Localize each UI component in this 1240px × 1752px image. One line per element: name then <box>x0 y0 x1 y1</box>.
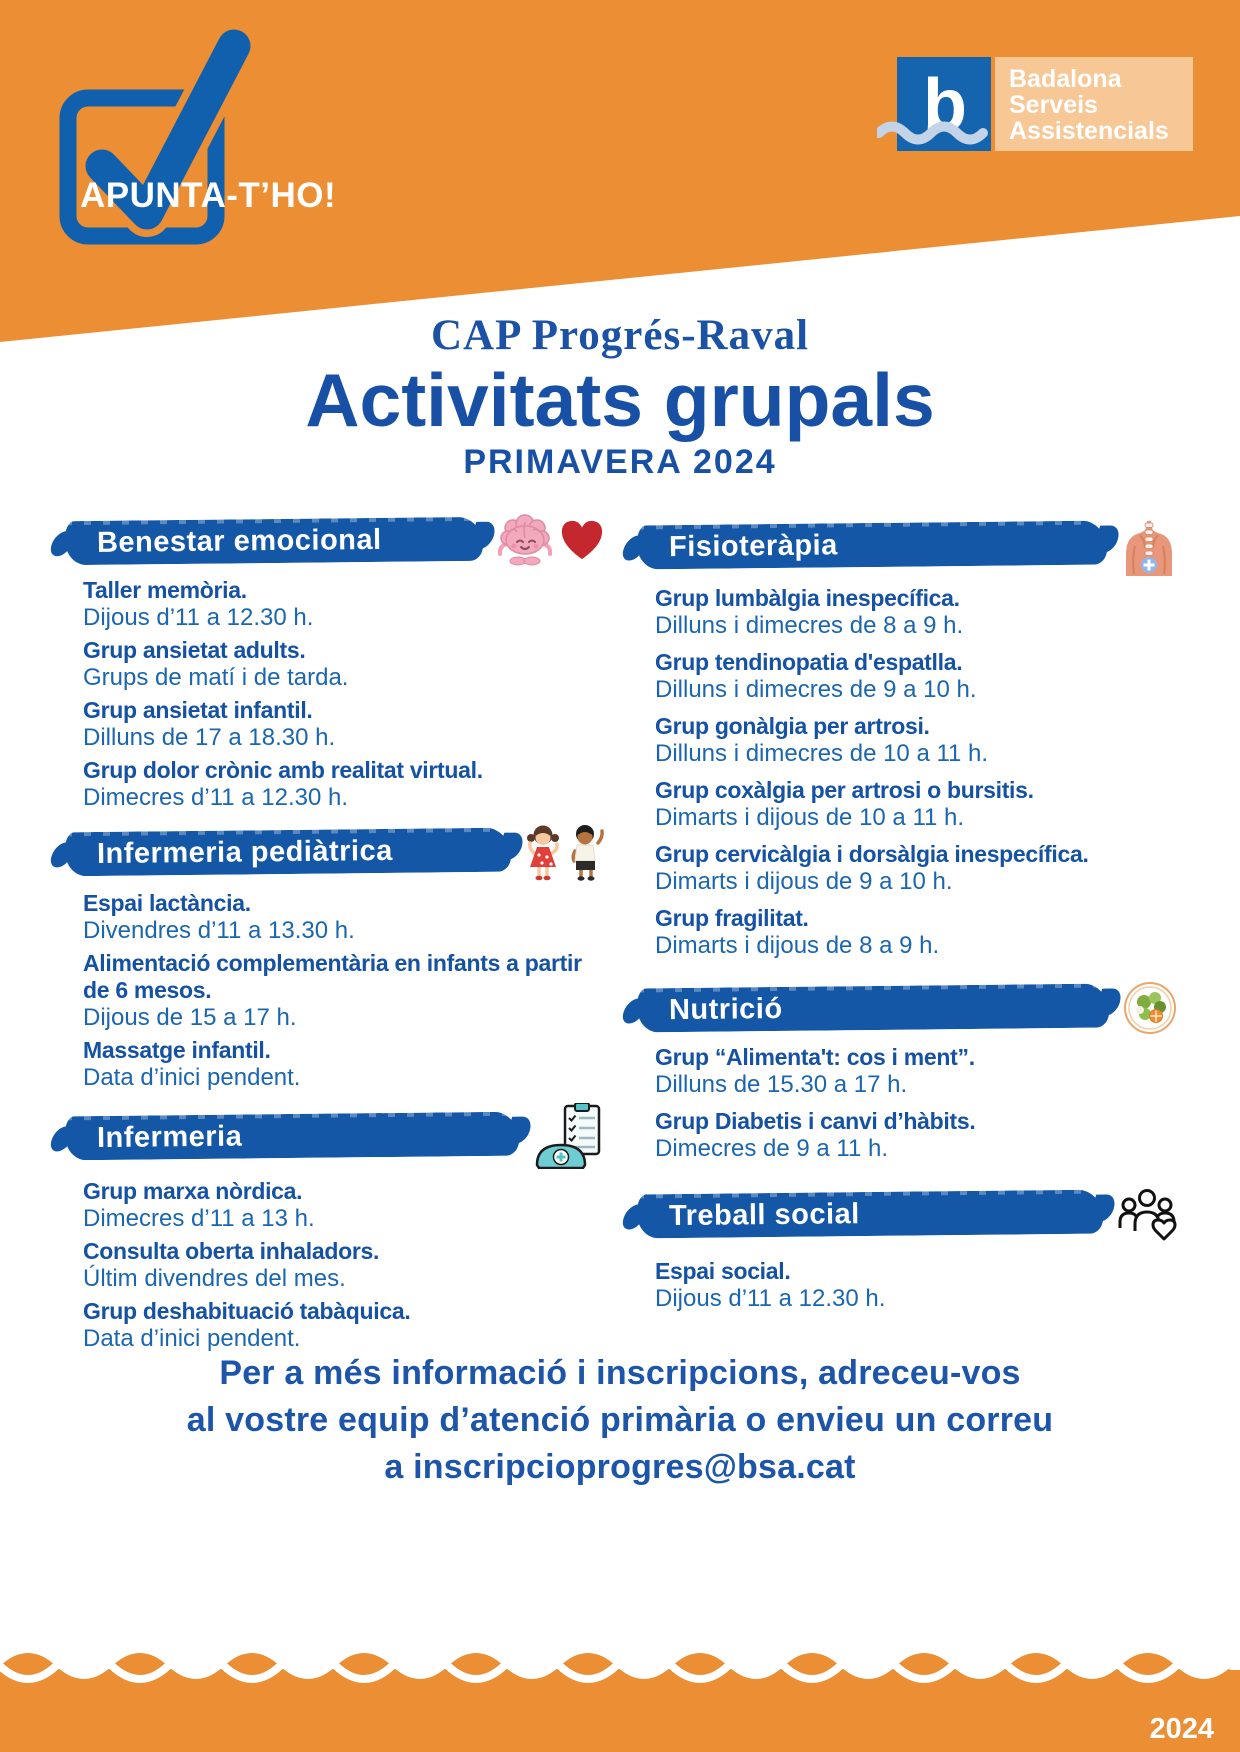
activity <box>83 577 605 631</box>
activity-name: Grup cervicàlgia i dorsàlgia inespecífica. <box>655 841 1089 867</box>
activity-schedule: Data d’inici pendent. <box>83 1325 301 1352</box>
activity-name: Grup marxa nòrdica. <box>83 1178 303 1204</box>
salad-plate-icon <box>1123 981 1177 1035</box>
activity-schedule: Grups de matí i de tarda. <box>83 664 349 691</box>
activity-name: Espai social. <box>655 1258 791 1284</box>
section-header-infermeria <box>65 1112 519 1161</box>
people-heart-icon <box>1117 1186 1177 1242</box>
contact-block <box>0 1350 1240 1491</box>
activity-name: Grup coxàlgia per artrosi o bursitis. <box>655 777 1034 803</box>
bsa-line-3: Assistencials <box>1009 117 1169 145</box>
activity-name: Grup lumbàlgia inespecífica. <box>655 585 960 611</box>
activity-schedule: Dilluns de 15.30 a 17 h. <box>655 1071 908 1098</box>
content-columns <box>65 514 1177 1364</box>
contact-line-3-email: a inscripcioprogres@bsa.cat <box>384 1448 856 1486</box>
season-label: PRIMAVERA 2024 <box>463 443 777 481</box>
activity-name: Grup deshabituació tabàquica. <box>83 1298 411 1324</box>
activity <box>83 1178 605 1232</box>
activity <box>83 1238 605 1292</box>
activity-schedule: Dimecres d’11 a 12.30 h. <box>83 784 349 811</box>
activity-name: Taller memòria. <box>83 577 247 603</box>
contact-line-1: Per a més informació i inscripcions, adreceu-vos <box>219 1354 1021 1392</box>
activity <box>655 777 1177 831</box>
activity <box>655 905 1177 959</box>
activity <box>655 585 1177 639</box>
wave-footer <box>0 1634 1240 1752</box>
activity-name: Grup ansietat adults. <box>83 637 306 663</box>
activity <box>83 890 605 944</box>
bsa-logo-mark <box>877 57 995 151</box>
activity-schedule: Data d’inici pendent. <box>83 1064 301 1091</box>
activity <box>83 950 605 1031</box>
right-column <box>637 514 1177 1364</box>
activity-schedule: Dilluns i dimecres de 10 a 11 h. <box>655 740 989 767</box>
activity <box>655 1044 1177 1098</box>
section-header-pediatrica <box>65 828 511 877</box>
activity-name: Grup tendinopatia d'espatlla. <box>655 649 963 675</box>
activity-name: Massatge infantil. <box>83 1037 271 1063</box>
activity-schedule: Dijous d’11 a 12.30 h. <box>83 604 314 631</box>
activity-name: Espai lactància. <box>83 890 251 916</box>
activity-schedule: Dilluns i dimecres de 8 a 9 h. <box>655 612 964 639</box>
activity-name: Grup gonàlgia per artrosi. <box>655 713 930 739</box>
activity <box>83 1298 605 1352</box>
section-header-benestar <box>65 517 483 565</box>
activity-schedule: Últim divendres del mes. <box>83 1265 346 1292</box>
activity-name: Consulta oberta inhaladors. <box>83 1238 380 1264</box>
title-block <box>0 312 1240 482</box>
activity-name: Grup Diabetis i canvi d’hàbits. <box>655 1108 976 1134</box>
activity <box>83 697 605 751</box>
bsa-logo-text <box>995 57 1193 151</box>
section-fisioterapia <box>637 514 1177 959</box>
footer-year: 2024 <box>1149 1713 1214 1745</box>
activity <box>655 713 1177 767</box>
section-header-treball <box>637 1190 1103 1239</box>
activity-schedule: Dimarts i dijous de 10 a 11 h. <box>655 804 965 831</box>
activity-name: Grup ansietat infantil. <box>83 697 313 723</box>
activity <box>655 1108 1177 1162</box>
activity-schedule: Dilluns de 17 a 18.30 h. <box>83 724 336 751</box>
spine-back-icon <box>1121 514 1177 576</box>
activity <box>655 649 1177 703</box>
section-title: Benestar emocional <box>96 523 382 559</box>
section-title: Infermeria <box>96 1120 243 1154</box>
heart-icon <box>559 519 605 563</box>
activity-schedule: Divendres d’11 a 13.30 h. <box>83 917 355 944</box>
bsa-line-1: Badalona <box>1009 65 1122 93</box>
section-treball-social <box>637 1186 1177 1312</box>
activity-schedule: Dimecres de 9 a 11 h. <box>655 1135 889 1162</box>
activity-schedule: Dijous d’11 a 12.30 h. <box>655 1285 886 1312</box>
activity <box>655 841 1177 895</box>
section-title: Treball social <box>668 1197 860 1232</box>
section-benestar-emocional <box>65 514 605 811</box>
center-name: CAP Progrés-Raval <box>430 312 810 359</box>
activity-name: Grup fragilitat. <box>655 905 809 931</box>
section-infermeria-pediatrica <box>65 823 605 1091</box>
section-header-fisioterapia <box>637 521 1107 570</box>
activity-schedule: Dimarts i dijous de 9 a 10 h. <box>655 868 953 895</box>
activity-schedule: Dimarts i dijous de 8 a 9 h. <box>655 932 940 959</box>
boy-icon <box>567 823 605 881</box>
tagline: APUNTA-T’HO! <box>80 176 337 215</box>
activity <box>83 1037 605 1091</box>
svg-text:b: b <box>923 65 967 145</box>
activity-schedule: Dijous de 15 a 17 h. <box>83 1004 297 1031</box>
section-nutricio <box>637 981 1177 1162</box>
section-title: Infermeria pediàtrica <box>96 834 393 870</box>
activity <box>83 757 605 811</box>
activity-schedule: Dimecres d’11 a 13 h. <box>83 1205 315 1232</box>
activity-name: Alimentació complementària en infants a partir de 6 mesos. <box>83 950 582 1003</box>
section-infermeria <box>65 1103 605 1352</box>
bsa-logo <box>877 57 1193 151</box>
girl-icon <box>525 823 561 881</box>
activity-schedule: Dilluns i dimecres de 9 a 10 h. <box>655 676 977 703</box>
activity <box>83 637 605 691</box>
contact-line-2: al vostre equip d’atenció primària o envieu un correu <box>186 1401 1054 1439</box>
page-title: Activitats grupals <box>305 358 935 442</box>
activity-name: Grup “Alimenta't: cos i ment”. <box>655 1044 975 1070</box>
bsa-line-2: Serveis <box>1009 91 1098 119</box>
activity <box>655 1258 1177 1312</box>
section-title: Nutrició <box>668 992 783 1026</box>
activity-name: Grup dolor crònic amb realitat virtual. <box>83 757 483 783</box>
brain-icon <box>497 514 553 568</box>
section-title: Fisioteràpia <box>668 528 838 563</box>
nurse-clipboard-icon <box>533 1103 605 1169</box>
section-header-nutricio <box>637 984 1109 1033</box>
left-column <box>65 514 605 1364</box>
